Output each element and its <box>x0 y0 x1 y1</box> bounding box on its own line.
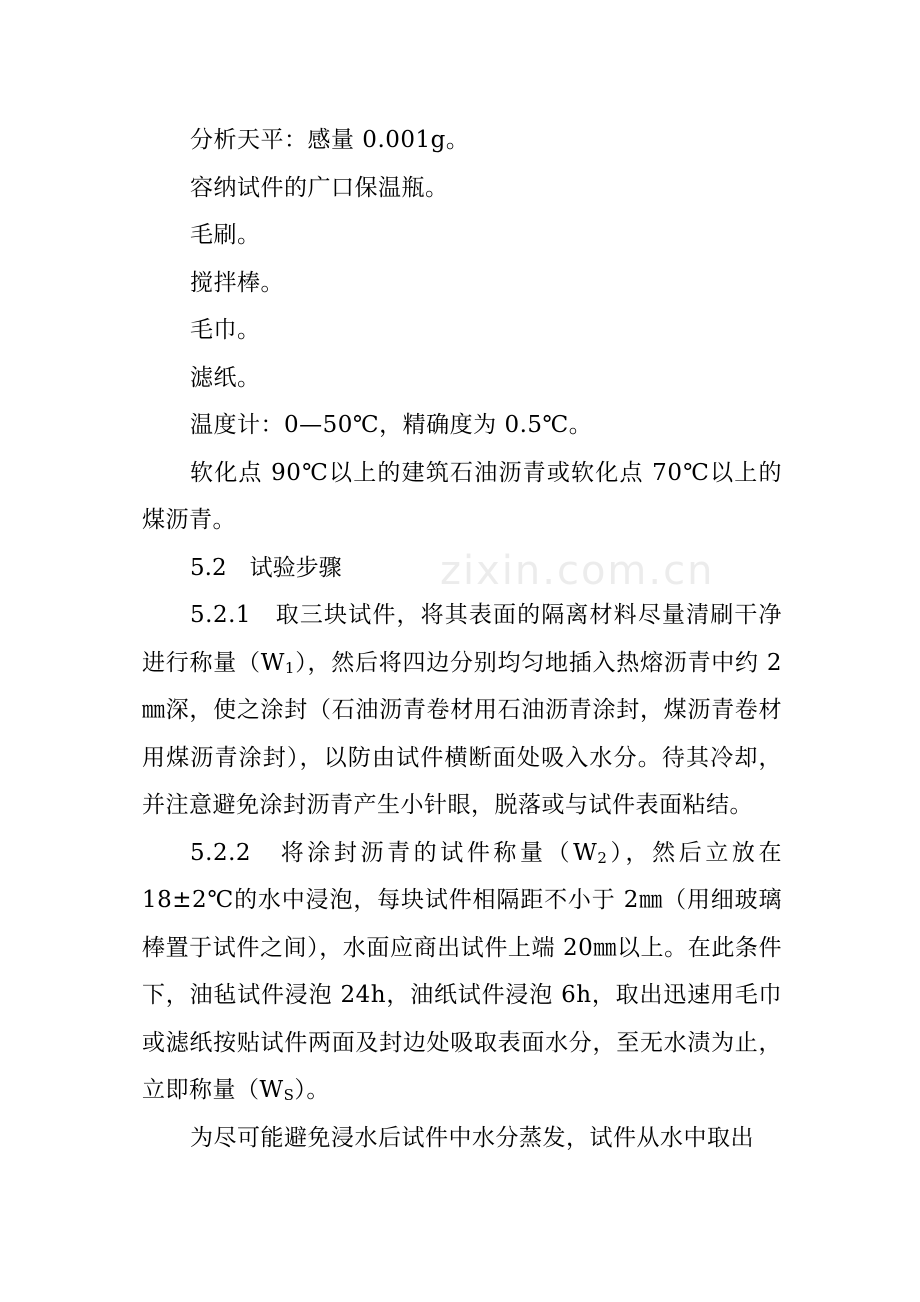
equipment-item-flask: 容纳试件的广口保温瓶。 <box>190 174 449 201</box>
equipment-item-balance: 分析天平：感量 0.001g。 <box>190 127 470 153</box>
subscript-w1: 1 <box>284 658 295 677</box>
equipment-item-asphalt: 软化点 90℃以上的建筑石油沥青或软化点 70℃以上的煤沥青。 <box>142 459 782 533</box>
equipment-item-stirring-rod: 搅拌棒。 <box>190 269 284 296</box>
equipment-item-filter-paper: 滤纸。 <box>190 364 261 391</box>
paragraph-5-2-2 <box>142 830 782 1115</box>
subscript-w2: 2 <box>597 848 608 867</box>
paragraph-last: 为尽可能避免浸水后试件中水分蒸发，试件从水中取出 <box>190 1124 754 1151</box>
paragraph-5-2-1-part-b: ），然后将四边分别均匀地插入热熔沥青中约 2㎜深，使之涂封（石油沥青卷材用石油沥青涂封，煤沥青卷材用煤沥青涂封），以防由试件横断面处吸入水分。待其冷却，并注意避免涂封沥青产生小针眼，脱落或与试件表面粘结。 <box>142 649 783 818</box>
subscript-ws: S <box>283 1086 295 1104</box>
watermark-text: zixin.com.cn <box>440 548 715 594</box>
paragraph-5-2-2-part-a: 5.2.2 将涂封沥青的试件称量（W <box>190 839 598 866</box>
document-body <box>142 117 782 1162</box>
section-heading: 5.2 试验步骤 <box>190 554 342 581</box>
equipment-item-thermometer: 温度计：0—50℃，精确度为 0.5℃。 <box>190 412 593 438</box>
paragraph-5-2-2-part-b: ），然后立放在 18±2℃的水中浸泡，每块试件相隔距不小于 2㎜（用细玻璃棒置于试件之间），水面应商出试件上端 20㎜以上。在此条件下，油毡试件浸泡 24h，油纸试件浸泡 6h，取出迅速用毛巾或滤纸按贴试件两面及封边处吸取表面水分，至无水渍为止，立即称量（W <box>142 839 782 1103</box>
paragraph-5-2-1-part-a: 5.2.1 取三块试件，将其表面的隔离材料尽量清刷干净进行称量（W <box>142 602 782 676</box>
equipment-item-brush: 毛刷。 <box>190 222 261 248</box>
paragraph-5-2-1 <box>142 592 782 830</box>
paragraph-5-2-2-part-c: ）。 <box>294 1077 330 1103</box>
equipment-item-towel: 毛巾。 <box>190 317 261 343</box>
